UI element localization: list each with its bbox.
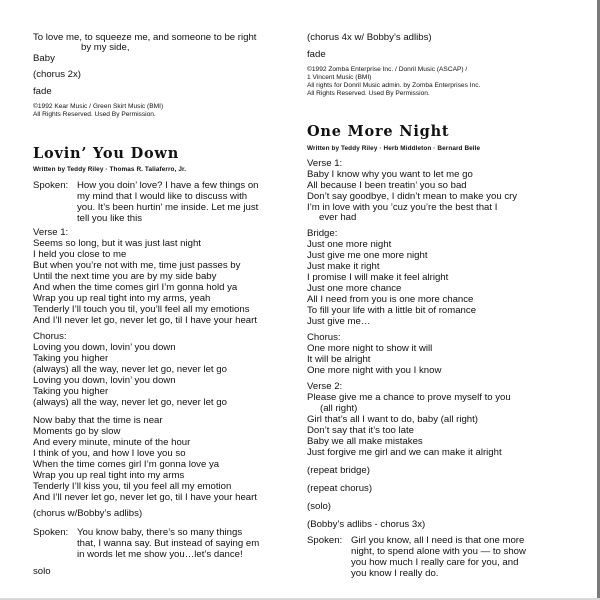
- lyric-line: To love me, to squeeze me, and someone to be right: [33, 32, 257, 43]
- lyric-line: All I need from you is one more chance: [307, 294, 474, 305]
- songwriter-credit: Written by Teddy Riley · Herb Middleton · Bernard Belle: [307, 145, 481, 152]
- lyric-line: Girl you know, all I need is that one more: [351, 535, 525, 546]
- section-label: Verse 2:: [307, 381, 343, 392]
- copyright-line: All Rights Reserved. Used By Permission.: [33, 111, 156, 118]
- lyric-line: Just forgive me girl and we can make it alright: [307, 447, 502, 458]
- lyric-line: Wrap you up real tight into my arms: [33, 470, 185, 481]
- lyric-line: that, I wanna say. But instead of saying em: [77, 538, 260, 549]
- lyric-line: Just make it right: [307, 261, 380, 272]
- lyric-line: I’m in love with you ’cuz you’re the best that I: [307, 202, 498, 213]
- section-label: Chorus:: [33, 331, 67, 342]
- lyric-line: It will be alright: [307, 354, 371, 365]
- song-title: One More Night: [307, 123, 450, 140]
- section-note: (Bobby’s adlibs - chorus 3x): [307, 519, 426, 530]
- copyright-line: ©1992 Zomba Enterprise Inc. / Donril Music (ASCAP) /: [307, 66, 468, 73]
- lyric-line: When the time comes girl I’m gonna love ya: [33, 459, 220, 470]
- lyric-line: Please give me a chance to prove myself to you: [307, 392, 511, 403]
- copyright-line: All rights for Donril Music admin. by Zomba Enterprises Inc.: [307, 82, 481, 89]
- lyric-line: Tenderly I’ll kiss you, til you feel all my emotion: [33, 481, 232, 492]
- lyric-line: Baby we all make mistakes: [307, 436, 423, 447]
- lyric-line: But when you’re not with me, time just passes by: [33, 260, 241, 271]
- lyric-line: To fill your life with a little bit of romance: [307, 305, 477, 316]
- section-note: fade: [307, 49, 326, 60]
- lyric-line: Taking you higher: [33, 353, 109, 364]
- section-note: (solo): [307, 501, 331, 512]
- lyric-line: tell you like this: [77, 213, 143, 224]
- spoken-label: Spoken:: [307, 535, 343, 546]
- lyric-line: Taking you higher: [33, 386, 109, 397]
- section-note: fade: [33, 86, 52, 97]
- lyric-line: Tenderly I’ll touch you til, you’ll feel all my emotions: [33, 304, 250, 315]
- lyric-line: Loving you down, lovin’ you down: [33, 375, 176, 386]
- lyric-line: Loving you down, lovin’ you down: [33, 342, 176, 353]
- lyric-line: I think of you, and how I love you so: [33, 448, 186, 459]
- copyright-line: 1 Vincent Music (BMI): [307, 74, 372, 81]
- lyric-line: And I’ll never let go, never let go, til I have your heart: [33, 315, 257, 326]
- lyric-line: (all right): [320, 403, 358, 414]
- copyright-line: All Rights Reserved. Used By Permission.: [307, 90, 430, 97]
- spoken-label: Spoken:: [33, 180, 69, 191]
- section-note: (chorus 2x): [33, 69, 81, 80]
- copyright-line: ©1992 Kear Music / Green Skirt Music (BMI): [33, 103, 164, 110]
- lyric-line: Just give me…: [307, 316, 371, 327]
- lyric-line: One more night with you I know: [307, 365, 442, 376]
- lyric-line: night, to spend alone with you — to show: [351, 546, 526, 557]
- lyric-line: I promise I will make it feel alright: [307, 272, 449, 283]
- lyric-line: And every minute, minute of the hour: [33, 437, 191, 448]
- lyric-line: And when the time comes girl I’m gonna hold ya: [33, 282, 238, 293]
- lyric-line: by my side,: [81, 42, 130, 53]
- lyric-line: You know baby, there’s so many things: [77, 527, 243, 538]
- lyric-line: Girl that’s all I want to do, baby (all right): [307, 414, 478, 425]
- lyric-line: Wrap you up real tight into my arms, yeah: [33, 293, 211, 304]
- songwriter-credit: Written by Teddy Riley · Thomas R. Taliaferro, Jr.: [33, 166, 187, 173]
- section-note: (repeat bridge): [307, 465, 370, 476]
- lyric-line: Moments go by slow: [33, 426, 121, 437]
- lyric-line: in words let me show you…let’s dance!: [77, 549, 243, 560]
- lyric-line: you. It’s been hurtin’ me inside. Let me just: [77, 202, 259, 213]
- lyric-line: (always) all the way, never let go, never let go: [33, 364, 227, 375]
- lyric-line: Baby: [33, 53, 55, 64]
- lyric-line: Seems so long, but it was just last night: [33, 238, 201, 249]
- lyric-line: All because I been treatin’ you so bad: [307, 180, 467, 191]
- lyric-line: Just one more chance: [307, 283, 402, 294]
- lyric-line: Until the next time you are by my side baby: [33, 271, 217, 282]
- section-label: Bridge:: [307, 228, 338, 239]
- lyric-line: ever had: [319, 212, 357, 223]
- section-label: Chorus:: [307, 332, 341, 343]
- lyric-line: Don’t say that it’s too late: [307, 425, 415, 436]
- section-note: (chorus w/Bobby’s adlibs): [33, 508, 143, 519]
- lyric-line: Just one more night: [307, 239, 392, 250]
- lyric-line: you how much I really care for you, and: [351, 557, 519, 568]
- lyric-line: And I’ll never let go, never let go, til I have your heart: [33, 492, 257, 503]
- lyric-line: Just give me one more night: [307, 250, 428, 261]
- lyric-line: Now baby that the time is near: [33, 415, 163, 426]
- lyric-line: Baby I know why you want to let me go: [307, 169, 473, 180]
- section-label: Verse 1:: [307, 158, 343, 169]
- lyric-line: One more night to show it will: [307, 343, 433, 354]
- section-note: (repeat chorus): [307, 483, 373, 494]
- spoken-label: Spoken:: [33, 527, 69, 538]
- lyric-line: I held you close to me: [33, 249, 127, 260]
- lyric-line: you know I really do.: [351, 568, 439, 579]
- section-note: solo: [33, 566, 51, 577]
- section-label: Verse 1:: [33, 227, 69, 238]
- song-title: Lovin’ You Down: [33, 145, 180, 162]
- lyric-line: Don’t say goodbye, I didn’t mean to make you cry: [307, 191, 518, 202]
- lyric-line: my mind that I would like to discuss with: [77, 191, 248, 202]
- section-note: (chorus 4x w/ Bobby’s adlibs): [307, 32, 432, 43]
- lyric-line: How you doin’ love? I have a few things on: [77, 180, 259, 191]
- lyric-line: (always) all the way, never let go, never let go: [33, 397, 227, 408]
